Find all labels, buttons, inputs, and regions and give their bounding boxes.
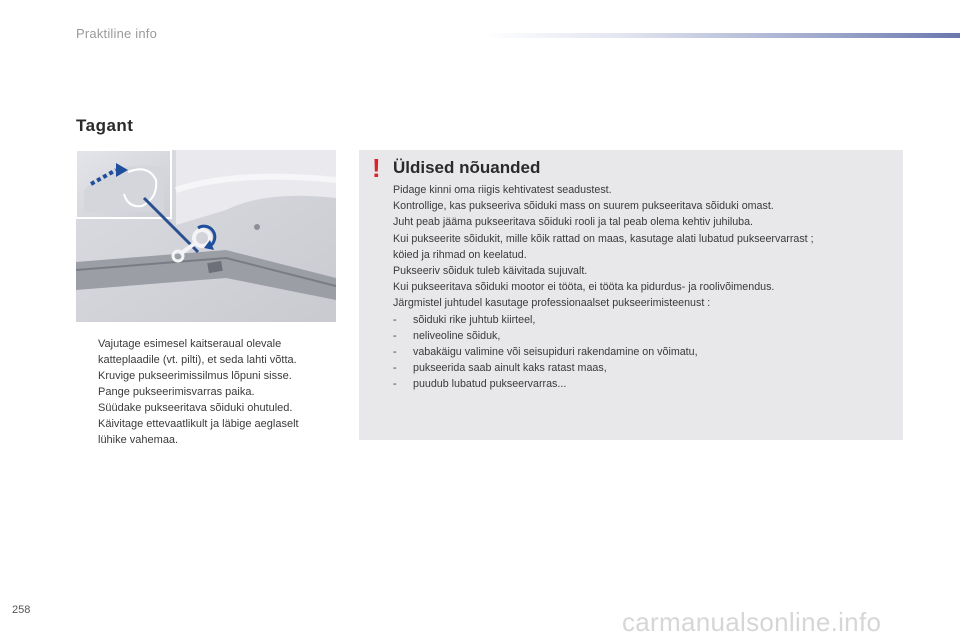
advice-line: Kui pukseeritava sõiduki mootor ei tööta, ei tööta ka pidurdus- ja roolivõimendus. xyxy=(393,281,775,294)
case-marker: - xyxy=(393,313,397,326)
advice-line: Järgmistel juhtudel kasutage professionaalset pukseerimisteenust : xyxy=(393,297,711,310)
case-text: vabakäigu valimine või seisupiduri rakendamine on võimatu, xyxy=(413,346,698,359)
case-marker: - xyxy=(393,378,397,391)
case-marker: - xyxy=(393,362,397,375)
case-text: sõiduki rike juhtub kiirteel, xyxy=(413,313,536,326)
advice-body xyxy=(393,182,893,393)
advice-case-item xyxy=(393,360,893,376)
advice-case-item xyxy=(393,312,893,328)
instruction-item xyxy=(76,336,346,368)
advice-title: Üldised nõuanded xyxy=(393,158,541,177)
instruction-text: Süüdake pukseeritava sõiduki ohutuled. xyxy=(98,402,293,414)
advice-case-item xyxy=(393,376,893,392)
rear-bumper-towing-eye-illustration xyxy=(76,150,336,322)
instruction-item xyxy=(76,416,346,448)
instruction-text: Pange pukseerimisvarras paika. xyxy=(98,386,255,398)
header-title: Praktiline info xyxy=(76,26,158,41)
header-accent-bar xyxy=(480,33,960,38)
advice-line: Juht peab jääma pukseeritava sõiduki rooli ja tal peab olema kehtiv juhiluba. xyxy=(393,216,754,229)
instruction-text: Käivitage ettevaatlikult ja läbige aeglaselt lühike vahemaa. xyxy=(98,418,299,446)
advice-line: köied ja rihmad on keelatud. xyxy=(393,248,527,261)
watermark: carmanualsonline.info xyxy=(622,607,882,637)
general-advice-box xyxy=(359,150,903,440)
case-text: pukseerida saab ainult kaks ratast maas, xyxy=(413,362,607,375)
advice-line: Kontrollige, kas pukseeriva sõiduki mass on suurem pukseeritava sõiduki omast. xyxy=(393,200,774,213)
warning-icon: ! xyxy=(372,153,381,183)
instruction-item xyxy=(76,384,346,400)
advice-line: Kui pukseerite sõidukit, mille kõik rattad on maas, kasutage alati lubatud pukseervarrast ; xyxy=(393,232,814,245)
advice-line: Pukseeriv sõiduk tuleb käivitada sujuvalt. xyxy=(393,265,588,278)
section-title: Tagant xyxy=(76,116,134,135)
case-text: puudub lubatud pukseervarras... xyxy=(413,378,567,391)
instruction-item xyxy=(76,400,346,416)
instruction-text: Vajutage esimesel kaitseraual olevale katteplaadile (vt. pilti), et seda lahti võtta. xyxy=(98,338,297,366)
advice-case-item xyxy=(393,328,893,344)
case-marker: - xyxy=(393,329,397,342)
case-marker: - xyxy=(393,346,397,359)
instruction-text: Kruvige pukseerimissilmus lõpuni sisse. xyxy=(98,370,292,382)
instruction-item xyxy=(76,368,346,384)
instruction-list xyxy=(76,336,346,448)
case-text: neliveoline sõiduk, xyxy=(413,329,501,342)
advice-line: Pidage kinni oma riigis kehtivatest seadustest. xyxy=(393,184,612,196)
advice-case-item xyxy=(393,344,893,360)
page-number: 258 xyxy=(12,604,31,616)
